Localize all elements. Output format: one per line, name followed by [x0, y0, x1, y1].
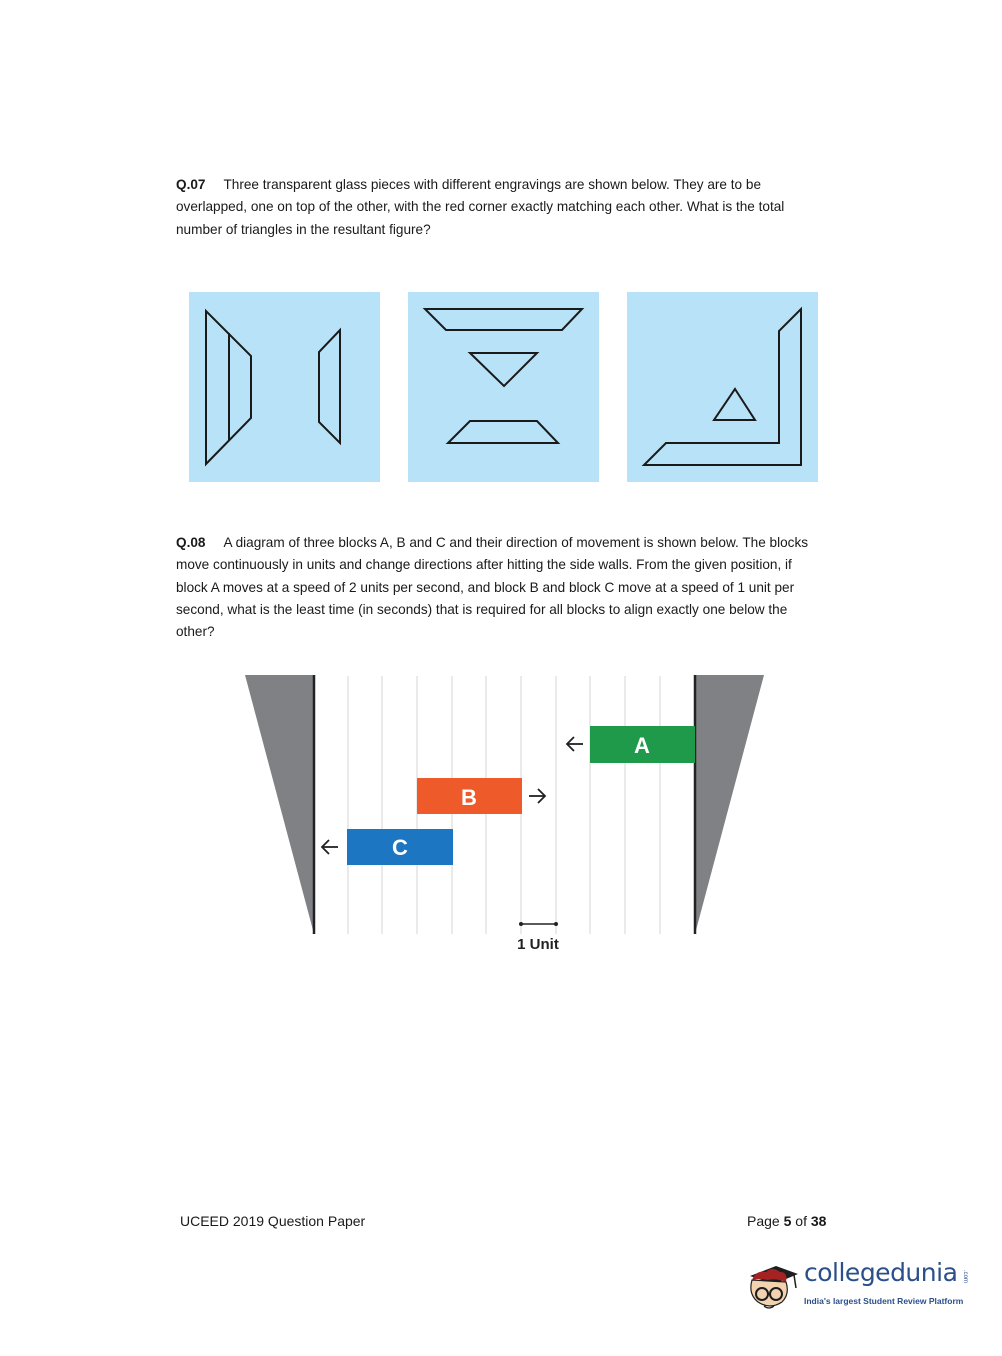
trapezoid-shape — [425, 309, 582, 330]
triangle-shape — [714, 389, 755, 420]
question-08 — [176, 532, 826, 643]
mascot-icon — [742, 1250, 804, 1320]
question-07 — [176, 174, 826, 241]
glass-piece-3 — [627, 292, 818, 482]
blocks-diagram — [240, 672, 770, 962]
engraving-1 — [189, 292, 380, 482]
logo-domain: .com — [962, 1270, 968, 1284]
arrow-left-icon — [322, 840, 338, 854]
logo-wordmark: collegedunia — [804, 1258, 958, 1287]
trapezoid-shape — [319, 330, 340, 443]
unit-scale — [519, 922, 558, 926]
left-wall — [245, 675, 314, 934]
glass-piece-2 — [408, 292, 599, 482]
question-text: A diagram of three blocks A, B and C and their direction of movement is shown below. The blocks move continuously in units and change directions after hitting the side walls. From the given position, if block A moves at a speed of 2 units per second, and block B and block C move at a speed of 1 unit per second, what is the least time (in seconds) that is required for all blocks to align exactly one below the other? — [176, 535, 809, 640]
engraving-2 — [408, 292, 599, 482]
triangle-shape — [470, 353, 537, 386]
block-a-label: A — [634, 733, 650, 758]
question-number: Q.08 — [176, 535, 206, 550]
arrow-left-icon — [567, 737, 583, 751]
question-text: Three transparent glass pieces with different engravings are shown below. They are to be overlapped, one on top of the other, with the red corner exactly matching each other. What is the total number of triangles in the resultant figure? — [176, 177, 785, 237]
block-c-label: C — [392, 835, 408, 860]
block-b-label: B — [461, 785, 477, 810]
collegedunia-logo[interactable] — [742, 1250, 972, 1320]
l-frame-shape — [644, 309, 801, 465]
footer-title: UCEED 2019 Question Paper — [180, 1213, 366, 1229]
glass-piece-1 — [189, 292, 380, 482]
page-number: Page 5 of 38 — [747, 1213, 827, 1229]
engraving-3 — [627, 292, 818, 482]
trapezoid-shape — [448, 421, 558, 443]
right-wall — [695, 675, 764, 934]
unit-label: 1 Unit — [517, 936, 559, 953]
arrow-right-icon — [529, 789, 545, 803]
logo-tagline: India's largest Student Review Platform — [804, 1296, 964, 1306]
question-number: Q.07 — [176, 177, 206, 192]
